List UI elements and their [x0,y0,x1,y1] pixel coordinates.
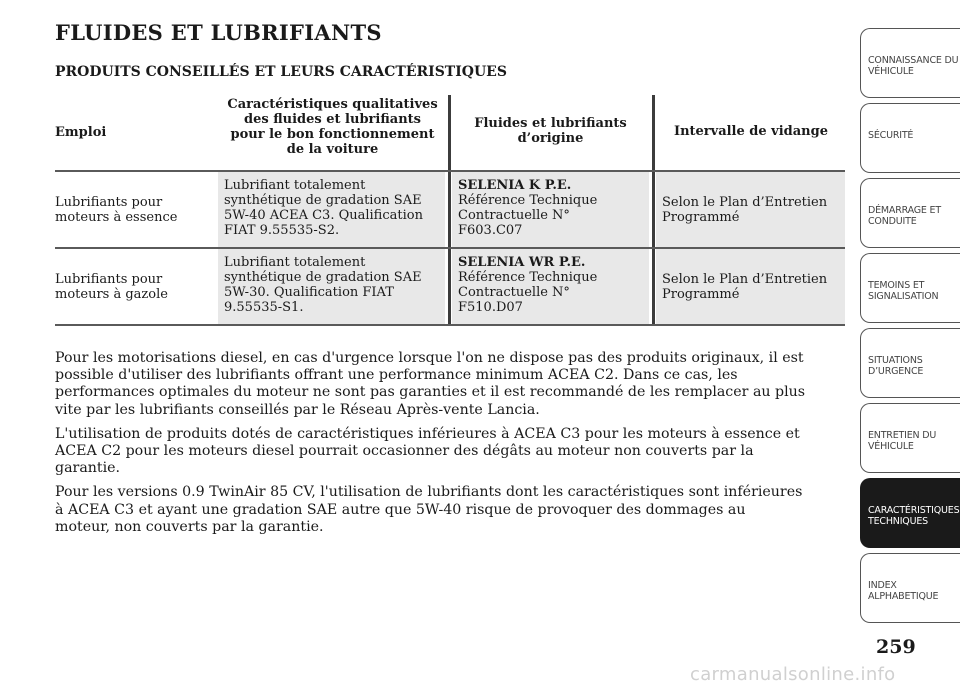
header-usage: Emploi [55,125,107,140]
cell-usage: Lubrifiants pour moteurs à essence [55,195,178,225]
chapter-sidebar [860,28,960,628]
column-divider [448,249,451,324]
table-row [55,249,845,326]
cell-interval: Selon le Plan d’Entretien Programmé [656,172,845,247]
page-number: 259 [876,636,916,658]
tab-label: ENTRETIEN DU VÉHICULE [868,430,937,452]
tab-label: SÉCURITÉ [868,130,914,141]
tab-label: DÉMARRAGE ET CONDUITE [868,205,941,227]
paragraph: Pour les motorisations diesel, en cas d'urgence lorsque l'on ne dispose pas des produits originaux, il est possible d'utiliser des lubrifiants offrant une performance minimum ACEA C2. Dans ce cas, les performances optimales du moteur ne sont pas garanties et il est recommandé de les remplacer au plus vite par les lubrifiants conseillés par le Réseau Après-vente Lancia. [55,350,806,418]
paragraph: Pour les versions 0.9 TwinAir 85 CV, l'utilisation de lubrifiants dont les caractéristiques sont inférieures à ACEA C3 et ayant une gradation SAE autre que 5W-40 risque de provoquer des dommages au moteur, non couverts par la garantie. [55,484,803,535]
product-reference: Référence Technique Contractuelle N° F510.D07 [458,270,598,315]
column-divider [652,249,655,324]
tab-situations-urgence[interactable] [860,328,960,398]
tab-label: SITUATIONS D’URGENCE [868,355,924,377]
column-divider [448,95,451,170]
product-reference: Référence Technique Contractuelle N° F603.C07 [458,193,598,238]
cell-product [452,172,649,247]
product-name: SELENIA WR P.E. [458,255,586,270]
tab-index-alphabetique[interactable] [860,553,960,623]
product-name: SELENIA K P.E. [458,178,572,193]
cell-characteristics: Lubrifiant totalement synthétique de gradation SAE 5W-30. Qualification FIAT 9.55535-S1. [218,249,445,324]
page-title: FLUIDES ET LUBRIFIANTS [55,20,382,45]
tab-label: CONNAISSANCE DU VÉHICULE [868,55,959,77]
tab-label: INDEX ALPHABETIQUE [868,580,939,602]
table-row [55,172,845,249]
tab-securite[interactable] [860,103,960,173]
tab-connaissance-vehicule[interactable] [860,28,960,98]
table-header [55,95,845,172]
tab-label: TEMOINS ET SIGNALISATION [868,280,939,302]
watermark: carmanualsonline.info [690,664,896,685]
body-text [55,350,845,543]
header-interval: Intervalle de vidange [673,124,828,139]
header-original-fluids: Fluides et lubrifiants d’origine [474,116,627,146]
paragraph: L'utilisation de produits dotés de caractéristiques inférieures à ACEA C3 pour les moteurs à essence et ACEA C2 pour les moteurs diesel pourrait occasionner des dégâts au moteur non couverts par la garantie. [55,425,800,477]
tab-temoins-signalisation[interactable] [860,253,960,323]
column-divider [652,95,655,170]
tab-label: CARACTÉRISTIQUES TECHNIQUES [868,505,960,527]
column-divider [448,172,451,247]
tab-demarrage-conduite[interactable] [860,178,960,248]
tab-entretien-vehicule[interactable] [860,403,960,473]
lubricants-table [55,95,845,326]
section-subtitle: PRODUITS CONSEILLÉS ET LEURS CARACTÉRISTIQUES [55,64,507,80]
column-divider [652,172,655,247]
cell-characteristics: Lubrifiant totalement synthétique de gradation SAE 5W-40 ACEA C3. Qualification FIAT 9.55535-S2. [218,172,445,247]
cell-usage: Lubrifiants pour moteurs à gazole [55,272,168,302]
cell-interval: Selon le Plan d’Entretien Programmé [656,249,845,324]
tab-caracteristiques-techniques[interactable] [860,478,960,548]
header-characteristics: Caractéristiques qualitatives des fluides et lubrifiants pour le bon fonctionnement de la voiture [227,97,438,157]
cell-product [452,249,649,324]
